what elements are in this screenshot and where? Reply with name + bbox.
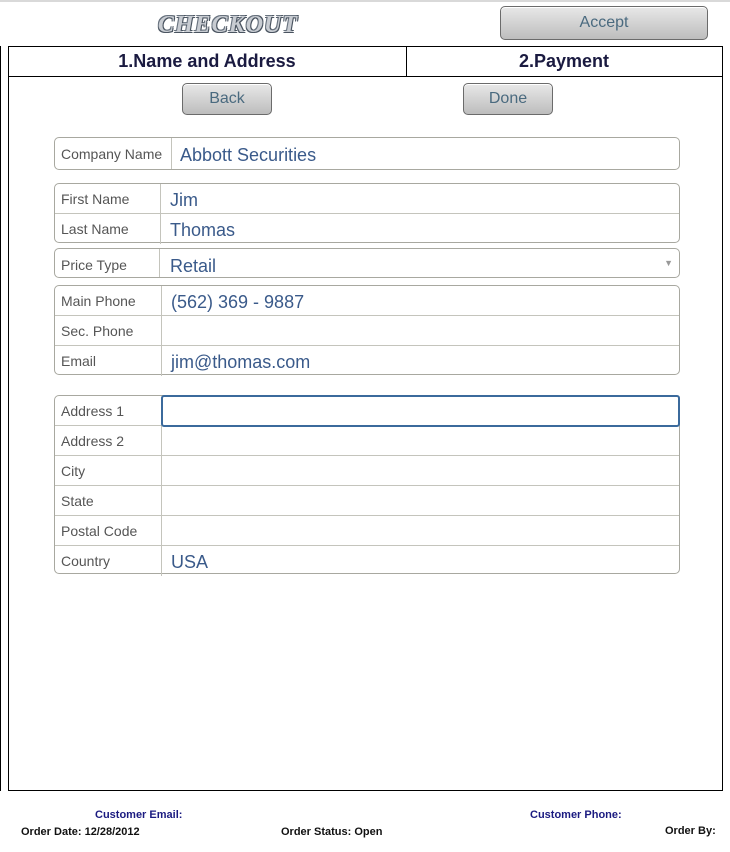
divider [161, 286, 162, 315]
divider [171, 138, 172, 169]
main-phone-row[interactable] [55, 286, 679, 316]
done-button[interactable]: Done [463, 83, 553, 115]
email-row[interactable] [55, 346, 679, 376]
last-name-field[interactable]: Thomas [170, 220, 236, 240]
chevron-down-icon[interactable]: ▼ [664, 258, 673, 268]
country-label: Country [61, 553, 111, 569]
address1-label: Address 1 [61, 403, 125, 419]
city-label: City [61, 463, 86, 479]
email-label: Email [61, 353, 97, 369]
company-group [54, 137, 680, 170]
divider [159, 249, 160, 277]
divider [160, 184, 161, 213]
back-button[interactable]: Back [182, 83, 272, 115]
first-name-field[interactable]: Jim [170, 190, 198, 210]
state-row[interactable] [55, 486, 679, 516]
divider [161, 516, 162, 545]
address1-field[interactable] [161, 395, 680, 427]
sec-phone-row[interactable] [55, 316, 679, 346]
company-row[interactable] [55, 138, 679, 169]
email-field[interactable]: jim@thomas.com [171, 352, 311, 372]
customer-email-label: Customer Email: [95, 809, 183, 821]
sec-phone-label: Sec. Phone [61, 323, 134, 339]
state-label: State [61, 493, 94, 509]
price-type-select[interactable]: Retail [170, 256, 217, 276]
main-phone-label: Main Phone [61, 293, 136, 309]
address2-label: Address 2 [61, 433, 125, 449]
divider [161, 486, 162, 515]
left-panel-edge [0, 46, 8, 791]
order-date: Order Date: 12/28/2012 [21, 826, 140, 838]
order-by: Order By: [665, 825, 716, 837]
first-name-label: First Name [61, 191, 130, 207]
main-phone-field[interactable]: (562) 369 - 9887 [171, 292, 305, 312]
company-field[interactable]: Abbott Securities [180, 145, 317, 165]
contact-group [54, 285, 680, 375]
customer-phone-label: Customer Phone: [530, 809, 622, 821]
divider [161, 456, 162, 485]
address2-row[interactable] [55, 426, 679, 456]
divider [161, 316, 162, 345]
tab-bar [8, 46, 723, 77]
last-name-row[interactable] [55, 214, 679, 244]
last-name-label: Last Name [61, 221, 129, 237]
accept-button[interactable]: Accept [500, 6, 708, 40]
divider [161, 426, 162, 455]
tab-payment[interactable]: 2.Payment [518, 50, 610, 71]
divider [161, 346, 162, 376]
country-row[interactable] [55, 546, 679, 576]
company-label: Company Name [61, 146, 163, 162]
top-divider [0, 0, 730, 2]
order-status: Order Status: Open [281, 826, 383, 838]
price-type-group [54, 248, 680, 278]
first-name-row[interactable] [55, 184, 679, 214]
tab-name-and-address[interactable]: 1.Name and Address [8, 46, 407, 76]
city-row[interactable] [55, 456, 679, 486]
postal-code-label: Postal Code [61, 523, 138, 539]
postal-code-row[interactable] [55, 516, 679, 546]
country-field[interactable]: USA [171, 552, 209, 572]
price-type-row[interactable] [55, 249, 679, 277]
page-title: CHECKOUT [158, 12, 299, 38]
name-group [54, 183, 680, 243]
price-type-label: Price Type [61, 257, 127, 273]
divider [161, 546, 162, 576]
divider [160, 214, 161, 244]
